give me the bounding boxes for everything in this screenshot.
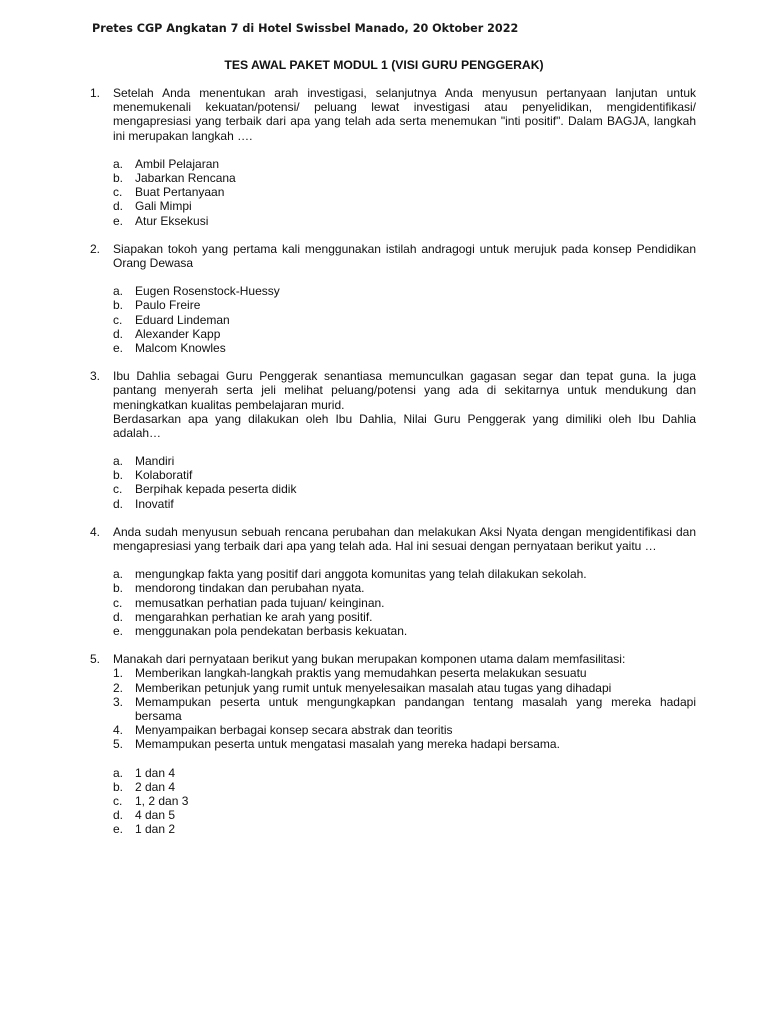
question-number: 5. <box>90 652 101 667</box>
option-item <box>113 214 696 228</box>
question-number: 3. <box>90 369 101 384</box>
statement-number: 2. <box>113 680 124 695</box>
option-letter: a. <box>113 156 124 171</box>
option-text: Gali Mimpi <box>135 199 192 214</box>
option-text: Buat Pertanyaan <box>135 185 225 200</box>
option-item <box>113 341 696 355</box>
option-item <box>113 581 696 595</box>
option-letter: b. <box>113 468 124 483</box>
option-item <box>113 468 696 482</box>
statement-item <box>113 695 696 723</box>
option-letter: b. <box>113 298 124 313</box>
option-list <box>113 454 696 511</box>
option-text: Jabarkan Rencana <box>135 171 236 185</box>
option-text: Paulo Freire <box>135 298 201 313</box>
option-text: Ambil Pelajaran <box>135 156 220 171</box>
statement-number: 3. <box>113 694 124 709</box>
option-text: Malcom Knowles <box>135 340 226 355</box>
question-2 <box>90 242 696 355</box>
statement-item <box>113 737 696 751</box>
statement-number: 5. <box>113 737 124 752</box>
option-item <box>113 313 696 327</box>
option-letter: c. <box>113 482 123 497</box>
statement-number: 1. <box>113 666 124 681</box>
question-list <box>90 86 696 851</box>
option-item <box>113 780 696 794</box>
option-text: 2 dan 4 <box>135 779 176 794</box>
option-list <box>113 157 696 228</box>
option-text: Berpihak kepada peserta didik <box>135 482 297 497</box>
question-text: Ibu Dahlia sebagai Guru Penggerak senantiasa memunculkan gagasan segar dan tepat guna. Ia juga pantang menyerah serta jeli melihat peluang/potensi yang ada di sekitarnya untuk mendukung dan meningkatkan kualitas pembelajaran murid. <box>113 369 696 412</box>
option-text: mengarahkan perhatian ke arah yang positif. <box>135 609 373 624</box>
option-letter: d. <box>113 808 124 823</box>
option-item <box>113 284 696 298</box>
option-item <box>113 624 696 638</box>
question-text: Siapakan tokoh yang pertama kali menggunakan istilah andragogi untuk merujuk pada konsep Pendidikan Orang Dewasa <box>113 241 696 270</box>
option-item <box>113 567 696 581</box>
option-letter: c. <box>113 794 123 808</box>
question-number: 2. <box>90 241 101 256</box>
option-item <box>113 327 696 341</box>
statement-number: 4. <box>113 723 124 738</box>
option-item <box>113 185 696 199</box>
option-list <box>113 766 696 837</box>
option-letter: c. <box>113 595 123 610</box>
option-item <box>113 766 696 780</box>
option-letter: e. <box>113 213 124 228</box>
option-list <box>113 284 696 355</box>
option-letter: e. <box>113 340 124 355</box>
option-item <box>113 822 696 836</box>
statement-item <box>113 723 696 737</box>
question-text: Setelah Anda menentukan arah investigasi, selanjutnya Anda menyusun pertanyaan lanjutan untuk menemukenali kekuatan/potensi/ peluang lewat investigasi atau penyelidikan, mengidentifikasi/ mengapresiasi yang terbaik dari apa yang telah ada serta menemukan "inti positif". Dalam BAGJA, langkah ini merupakan langkah …. <box>113 86 696 143</box>
question-1 <box>90 86 696 228</box>
statement-text: Menyampaikan berbagai konsep secara abstrak dan teoritis <box>135 723 453 738</box>
statement-item <box>113 666 696 680</box>
option-list <box>113 567 696 638</box>
option-letter: d. <box>113 609 124 624</box>
option-text: memusatkan perhatian pada tujuan/ keinginan. <box>135 595 385 610</box>
option-letter: e. <box>113 822 124 837</box>
question-number: 4. <box>90 524 101 539</box>
option-text: 4 dan 5 <box>135 808 176 823</box>
question-3 <box>90 369 696 511</box>
option-letter: a. <box>113 765 124 780</box>
statement-text: Memampukan peserta untuk mengungkapkan pandangan tentang masalah yang mereka hadapi bersama <box>135 694 696 724</box>
statement-text: Memberikan langkah-langkah praktis yang memudahkan peserta melakukan sesuatu <box>135 666 587 681</box>
option-item <box>113 199 696 213</box>
option-item <box>113 497 696 511</box>
option-item <box>113 171 696 185</box>
option-letter: d. <box>113 199 124 214</box>
option-item <box>113 596 696 610</box>
statement-list <box>113 666 696 751</box>
option-text: 1, 2 dan 3 <box>135 794 189 808</box>
option-letter: c. <box>113 185 123 200</box>
option-text: mendorong tindakan dan perubahan nyata. <box>135 581 365 596</box>
question-text: Anda sudah menyusun sebuah rencana perubahan dan melakukan Aksi Nyata dengan mengidentifikasi dan mengapresiasi yang terbaik dari apa yang telah ada. Hal ini sesuai dengan pernyataan berikut yaitu … <box>113 524 696 554</box>
option-item <box>113 298 696 312</box>
option-item <box>113 482 696 496</box>
option-letter: b. <box>113 581 124 596</box>
option-text: 1 dan 2 <box>135 822 176 837</box>
option-letter: d. <box>113 496 124 511</box>
statement-text: Memampukan peserta untuk mengatasi masalah yang mereka hadapi bersama. <box>135 737 560 752</box>
option-item <box>113 610 696 624</box>
option-letter: b. <box>113 779 124 794</box>
page-header: Pretes CGP Angkatan 7 di Hotel Swissbel Manado, 20 Oktober 2022 <box>92 22 519 35</box>
question-text: Manakah dari pernyataan berikut yang bukan merupakan komponen utama dalam memfasilitasi: <box>113 652 626 667</box>
page-title: TES AWAL PAKET MODUL 1 (VISI GURU PENGGERAK) <box>224 58 544 72</box>
option-text: Alexander Kapp <box>135 326 221 341</box>
option-letter: a. <box>113 567 124 582</box>
statement-text: Memberikan petunjuk yang rumit untuk menyelesaikan masalah atau tugas yang dihadapi <box>135 680 612 695</box>
option-letter: c. <box>113 312 123 327</box>
option-text: menggunakan pola pendekatan berbasis kekuatan. <box>135 624 408 639</box>
question-5 <box>90 652 696 836</box>
option-text: Inovatif <box>135 496 174 511</box>
option-text: Mandiri <box>135 454 175 469</box>
question-text-continued: Berdasarkan apa yang dilakukan oleh Ibu Dahlia, Nilai Guru Penggerak yang dimiliki oleh Ibu Dahlia adalah… <box>113 411 696 440</box>
question-4 <box>90 525 696 638</box>
option-text: 1 dan 4 <box>135 765 176 780</box>
option-text: mengungkap fakta yang positif dari anggota komunitas yang telah dilakukan sekolah. <box>135 567 587 582</box>
option-letter: a. <box>113 454 124 469</box>
option-item <box>113 794 696 808</box>
option-text: Eduard Lindeman <box>135 312 230 327</box>
option-text: Eugen Rosenstock-Huessy <box>135 284 280 299</box>
option-letter: d. <box>113 326 124 341</box>
statement-item <box>113 681 696 695</box>
option-text: Atur Eksekusi <box>135 213 209 228</box>
option-item <box>113 157 696 171</box>
option-item <box>113 808 696 822</box>
option-text: Kolaboratif <box>135 468 193 483</box>
question-number: 1. <box>90 86 101 100</box>
option-letter: a. <box>113 284 124 299</box>
option-item <box>113 454 696 468</box>
option-letter: b. <box>113 171 124 185</box>
option-letter: e. <box>113 624 124 639</box>
